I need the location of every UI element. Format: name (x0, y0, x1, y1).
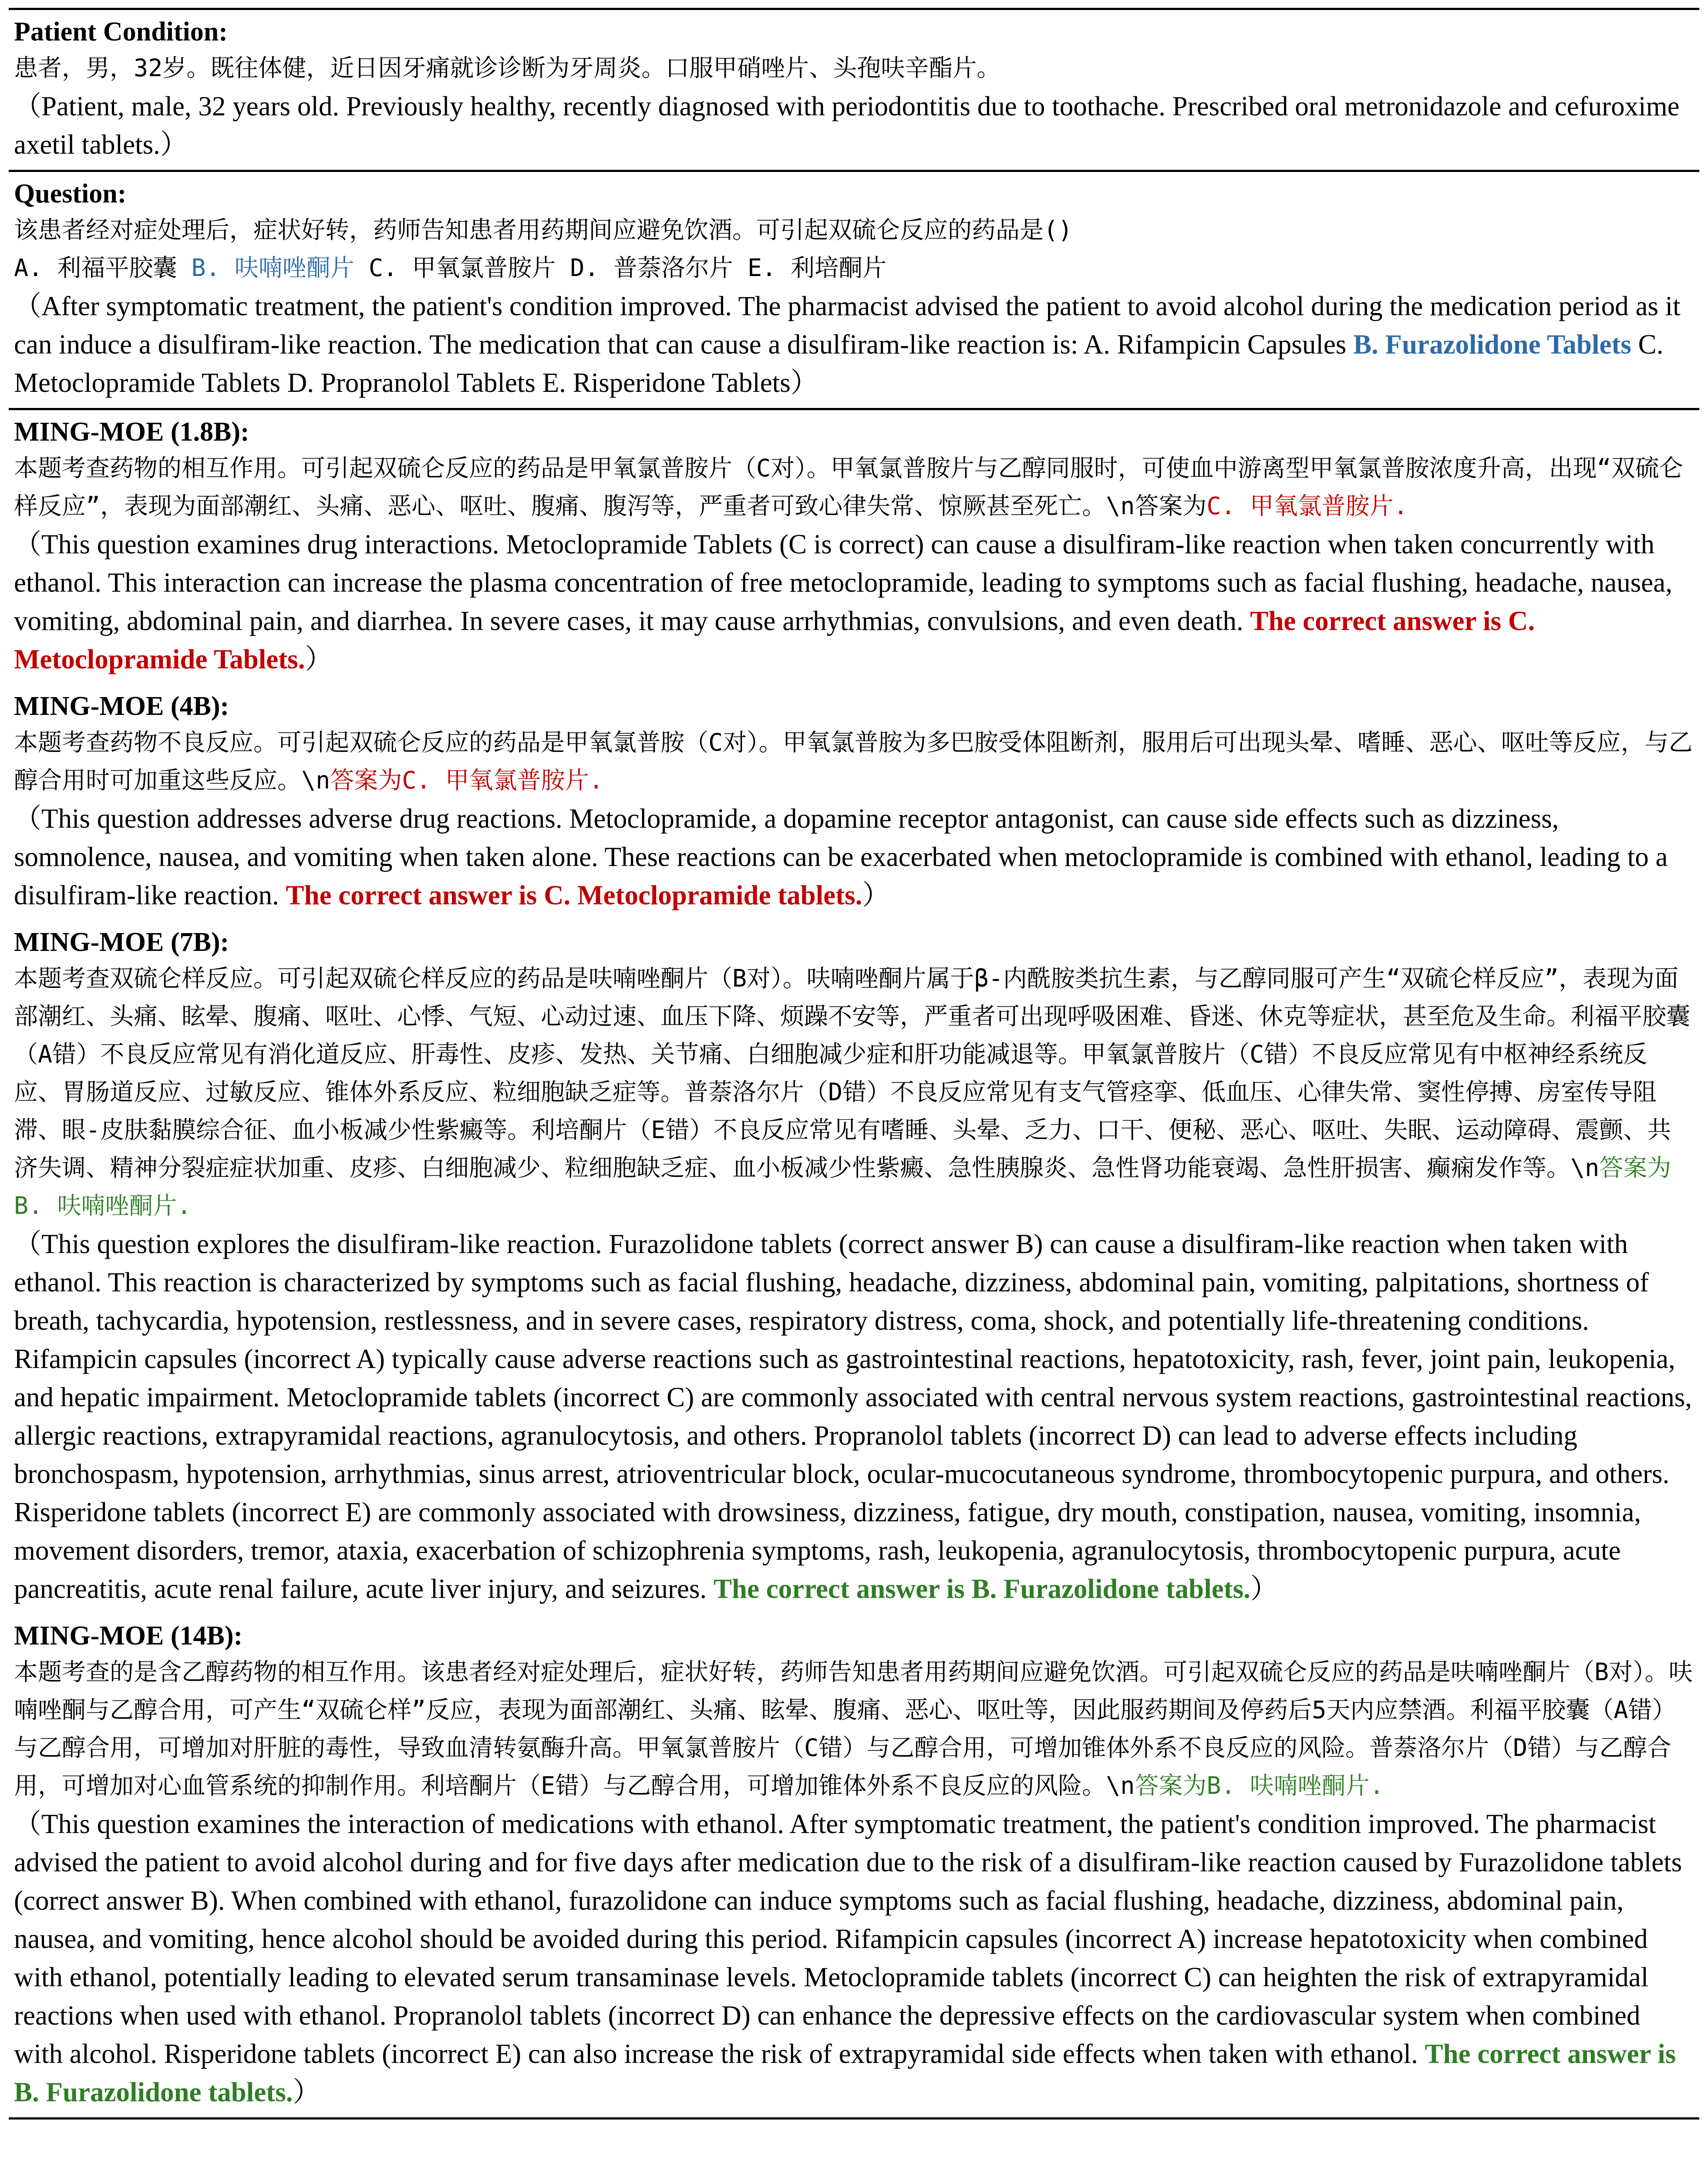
response-section-4b (9, 684, 1699, 920)
options-rest-en: C. Metoclopramide Tablets D. Propranolol Tablets E. Risperidone Tablets） (14, 329, 1664, 398)
response-en-close: ） (1250, 1574, 1278, 1604)
response-zh-answer: C. 甲氧氯普胺片. (1206, 492, 1408, 520)
bottom-rule (9, 2117, 1699, 2120)
response-en (14, 799, 1694, 914)
response-zh-body: 本题考查药物不良反应。可引起双硫仑反应的药品是甲氧氯普胺（C对）。甲氧氯普胺为多巴胺受体阻断剂，服用后可出现头晕、嗜睡、恶心、呕吐等反应，与乙醇合用时可加重这些反应。\n (14, 728, 1693, 794)
response-zh-body: 本题考查双硫仑样反应。可引起双硫仑样反应的药品是呋喃唑酮片（B对）。呋喃唑酮片属于β-内酰胺类抗生素，与乙醇同服可产生“双硫仑样反应”，表现为面部潮红、头痛、眩晕、腹痛、呕吐、心悸、气短、心动过速、血压下降、烦躁不安等，严重者可出现呼吸困难、昏迷、休克等症状，甚至危及生命。利福平胶囊（A错）不良反应常见有消化道反应、肝毒性、皮疹、发热、关节痛、白细胞减少症和肝功能减退等。甲氧氯普胺片（C错）不良反应常见有中枢神经系统反应、胃肠道反应、过敏反应、锥体外系反应、粒细胞缺乏症等。普萘洛尔片（D错）不良反应常见有支气管痉挛、低血压、心律失常、窦性停搏、房室传导阻滞、眼-皮肤黏膜综合征、血小板减少性紫癜等。利培酮片（E错）不良反应常见有嗜睡、头晕、乏力、口干、便秘、恶心、呕吐、失眠、运动障碍、震颤、共济失调、精神分裂症症状加重、皮疹、白细胞减少、粒细胞缺乏症、血小板减少性紫癜、急性胰腺炎、急性肾功能衰竭、急性肝损害、癫痫发作等。\n (14, 964, 1691, 1182)
response-en (14, 1805, 1694, 2111)
patient-condition-en: （Patient, male, 32 years old. Previously healthy, recently diagnosed with periodontitis due to toothache. Prescribed oral metronidazole and cefuroxime axetil tablets.） (14, 91, 1680, 160)
response-zh (14, 449, 1694, 525)
response-en (14, 525, 1694, 678)
response-en-body: （This question addresses adverse drug reactions. Metoclopramide, a dopamine receptor antagonist, can cause side effects such as dizziness, somnolence, nausea, and vomiting when taken alone. These reactions can be exacerbated when metoclopramide is combined with ethanol, leading to a disulfiram-like reaction. (14, 803, 1668, 910)
response-zh-body: 本题考查的是含乙醇药物的相互作用。该患者经对症处理后，症状好转，药师告知患者用药期间应避免饮酒。可引起双硫仑反应的药品是呋喃唑酮片（B对）。呋喃唑酮与乙醇合用，可产生“双硫仑样”反应，表现为面部潮红、头痛、眩晕、腹痛、恶心、呕吐等，因此服药期间及停药后5天内应禁酒。利福平胶囊（A错）与乙醇合用，可增加对肝脏的毒性，导致血清转氨酶升高。甲氧氯普胺片（C错）与乙醇合用，可增加锥体外系不良反应的风险。普萘洛尔片（D错）与乙醇合用，可增加对心血管系统的抑制作用。利培酮片（E错）与乙醇合用，可增加锥体外系不良反应的风险。\n (14, 1658, 1693, 1800)
response-zh (14, 960, 1694, 1225)
response-en-body: （This question explores the disulfiram-like reaction. Furazolidone tablets (correct answer B) can cause a disulfiram-like reaction when taken with ethanol. This reaction is characterized by symptoms such as facial flushing, headache, dizziness, abdominal pain, vomiting, palpitations, shortness of breath, tachycardia, hypotension, restlessness, and in severe cases, respiratory distress, coma, shock, and potentially life-threatening conditions. Rifampicin capsules (incorrect A) typically cause adverse reactions such as gastrointestinal reactions, hepatotoxicity, rash, fever, joint pain, leukopenia, and hepatic impairment. Metoclopramide tablets (incorrect C) are commonly associated with central nervous system reactions, gastrointestinal reactions, allergic reactions, extrapyramidal reactions, agranulocytosis, and others. Propranolol tablets (incorrect D) can lead to adverse effects including bronchospasm, hypotension, arrhythmias, sinus arrest, atrioventricular block, ocular-mucocutaneous syndrome, thrombocytopenic purpura, and others. Risperidone tablets (incorrect E) are commonly associated with drowsiness, dizziness, fatigue, dry mouth, constipation, nausea, vomiting, insomnia, movement disorders, tremor, ataxia, exacerbation of schizophrenia symptoms, rash, leukopenia, agranulocytosis, thrombocytopenic purpura, acute pancreatitis, acute renal failure, acute liver injury, and seizures. (14, 1229, 1692, 1604)
response-section-1-8b (9, 410, 1699, 684)
model-heading: MING-MOE (4B): (14, 691, 229, 721)
patient-condition-zh: 患者，男，32岁。既往体健，近日因牙痛就诊诊断为牙周炎。口服甲硝唑片、头孢呋辛酯片。 (14, 54, 1001, 82)
response-en-close: ） (862, 880, 890, 910)
options-rest-zh: C. 甲氧氯普胺片 D. 普萘洛尔片 E. 利培酮片 (354, 254, 887, 282)
response-section-7b (9, 920, 1699, 1614)
patient-condition-heading: Patient Condition: (14, 17, 228, 47)
response-zh-body: 本题考查药物的相互作用。可引起双硫仑反应的药品是甲氧氯普胺片（C对）。甲氧氯普胺片与乙醇同服时，可使血中游离型甲氧氯普胺浓度升高，出现“双硫仑样反应”，表现为面部潮红、头痛、恶心、呕吐、腹痛、腹泻等，严重者可致心律失常、惊厥甚至死亡。\n答案为 (14, 454, 1683, 520)
response-en-answer: The correct answer is B. Furazolidone tablets. (713, 1574, 1250, 1604)
response-en-body: （This question examines the interaction of medications with ethanol. After symptomatic treatment, the patient's condition improved. The pharmacist advised the patient to avoid alcohol during and for five days after medication due to the risk of a disulfiram-like reaction caused by Furazolidone tablets (correct answer B). When combined with ethanol, furazolidone can induce symptoms such as facial flushing, headache, dizziness, abdominal pain, nausea, and vomiting, hence alcohol should be avoided during this period. Rifampicin capsules (incorrect A) increase hepatotoxicity when combined with ethanol, potentially leading to elevated serum transaminase levels. Metoclopramide tablets (incorrect C) can heighten the risk of extrapyramidal reactions when used with ethanol. Propranolol tablets (incorrect D) can enhance the depressive effects on the cardiovascular system when combined with alcohol. Risperidone tablets (incorrect E) can also increase the risk of extrapyramidal side effects when taken with ethanol. (14, 1809, 1682, 2069)
patient-condition-section (9, 10, 1699, 170)
response-zh-answer: 答案为B. 呋喃唑酮片. (1135, 1772, 1384, 1800)
option-b-zh-highlight: B. 呋喃唑酮片 (191, 254, 354, 282)
response-en-close: ） (293, 2077, 320, 2107)
option-b-en-highlight: B. Furazolidone Tablets (1353, 329, 1631, 360)
response-en-answer: The correct answer is C. Metoclopramide tablets. (286, 880, 862, 910)
question-options-zh (14, 249, 1694, 287)
model-heading: MING-MOE (7B): (14, 927, 229, 957)
question-stem-en: （After symptomatic treatment, the patient's condition improved. The pharmacist advised the patient to avoid alcohol during the medication period as it can induce a disulfiram-like reaction. The medication that can cause a disulfiram-like reaction is: A. Rifampicin Capsules (14, 291, 1681, 360)
response-en-body: （This question examines drug interactions. Metoclopramide Tablets (C is correct) can cause a disulfiram-like reaction when taken concurrently with ethanol. This interaction can increase the plasma concentration of free metoclopramide, leading to symptoms such as facial flushing, headache, nausea, vomiting, abdominal pain, and diarrhea. In severe cases, it may cause arrhythmias, convulsions, and even death. (14, 529, 1672, 636)
response-en (14, 1225, 1694, 1608)
case-study-table (9, 8, 1699, 2120)
response-en-close: ） (305, 644, 333, 674)
model-heading: MING-MOE (1.8B): (14, 417, 249, 447)
response-en-answer: The correct answer is C. Metoclopramide Tablets. (14, 606, 1535, 674)
response-zh (14, 724, 1694, 799)
question-section (9, 172, 1699, 408)
response-zh-answer: 答案为C. 甲氧氯普胺片. (330, 766, 603, 794)
response-zh (14, 1653, 1694, 1805)
question-heading: Question: (14, 179, 127, 209)
response-en-answer: The correct answer is B. Furazolidone tablets. (14, 2039, 1676, 2107)
response-zh-answer: 答案为B. 呋喃唑酮片. (14, 1154, 1671, 1220)
option-a-zh: A. 利福平胶囊 (14, 254, 192, 282)
response-section-14b (9, 1614, 1699, 2117)
question-stem-zh: 该患者经对症处理后，症状好转，药师告知患者用药期间应避免饮酒。可引起双硫仑反应的药品是() (14, 216, 1073, 244)
question-en (14, 287, 1694, 402)
model-heading: MING-MOE (14B): (14, 1621, 243, 1651)
